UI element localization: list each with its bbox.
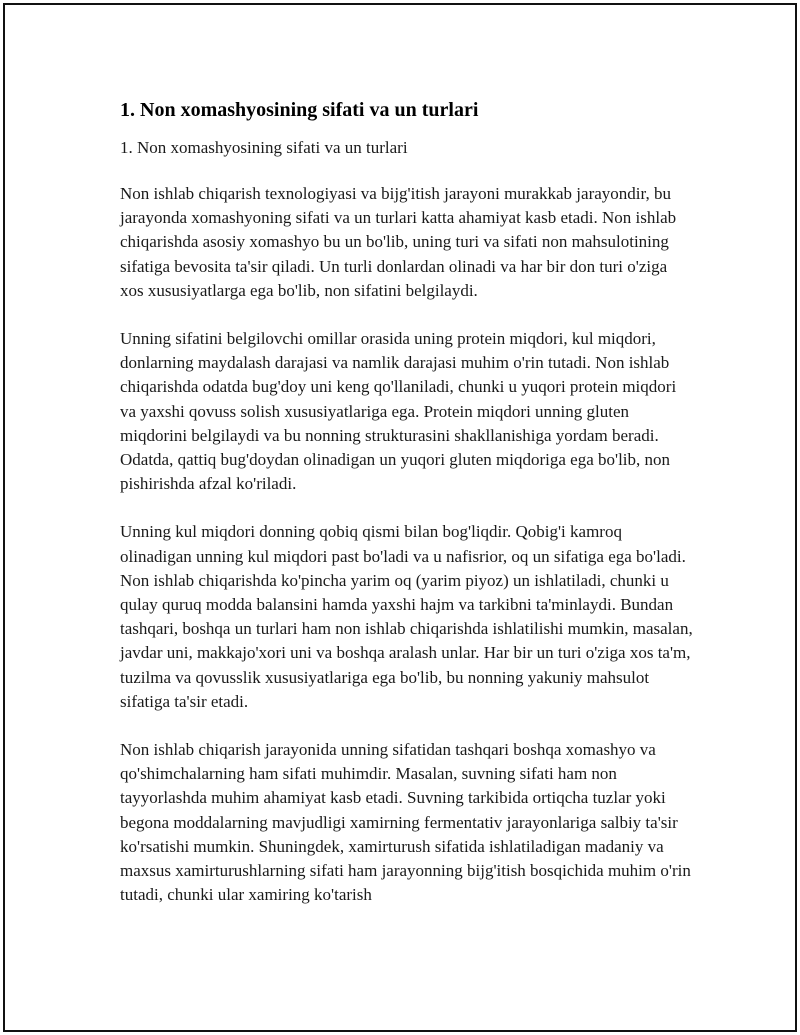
document-page — [3, 3, 797, 1032]
paragraph-3: Unning kul miqdori donning qobiq qismi bilan bog'liqdir. Qobig'i kamroq olinadigan unning kul miqdori past bo'ladi va u nafisrior, oq un sifatiga ega bo'ladi. Non ishlab chiqarishda ko'pincha yarim oq (yarim piyoz) un ishlatiladi, chunki u qulay quruq modda balansini hamda yaxshi hajm va tarkibni ta'minlaydi. Bundan tashqari, boshqa un turlari ham non ishlab chiqarishda ishlatilishi mumkin, masalan, javdar uni, makkajo'xori uni va boshqa aralash unlar. Har bir un turi o'ziga xos ta'm, tuzilma va qovusslik xususiyatlariga ega bo'lib, bu nonning yakuniy mahsulot sifatiga ta'sir etadi. — [120, 522, 693, 711]
document-subtitle: 1. Non xomashyosining sifati va un turlari — [120, 138, 408, 157]
paragraph-4: Non ishlab chiqarish jarayonida unning sifatidan tashqari boshqa xomashyo va qo'shimchalarning ham sifati muhimdir. Masalan, suvning sifati ham non tayyorlashda muhim ahamiyat kasb etadi. Suvning tarkibida ortiqcha tuzlar yoki begona moddalarning mavjudligi xamirning fermentativ jarayonlariga salbiy ta'sir ko'rsatishi mumkin. Shuningdek, xamirturush sifatida ishlatiladigan madaniy va maxsus xamirturushlarning sifati ham jarayonning bijg'itish bosqichida muhim o'rin tutadi, chunki ular xamiring ko'tarish — [120, 740, 691, 905]
paragraph-1: Non ishlab chiqarish texnologiyasi va bijg'itish jarayoni murakkab jarayondir, bu jarayonda xomashyoning sifati va un turlari katta ahamiyat kasb etadi. Non ishlab chiqarishda asosiy xomashyo bu un bo'lib, uning turi va sifati non mahsulotining sifatiga bevosita ta'sir qiladi. Un turli donlardan olinadi va har bir don turi o'ziga xos xususiyatlarga ega bo'lib, non sifatini belgilaydi. — [120, 184, 677, 300]
paragraph-2: Unning sifatini belgilovchi omillar orasida uning protein miqdori, kul miqdori, donlarning maydalash darajasi va namlik darajasi muhim o'rin tutadi. Non ishlab chiqarishda odatda bug'doy uni keng qo'llaniladi, chunki u yuqori protein miqdori va yaxshi qovuss solish xususiyatlariga ega. Protein miqdori unning gluten miqdorini belgilaydi va bu nonning strukturasini shakllanishiga yordam beradi. Odatda, qattiq bug'doydan olinadigan un yuqori gluten miqdoriga ega bo'lib, non pishirishda afzal ko'riladi. — [120, 329, 677, 494]
document-title: 1. Non xomashyosining sifati va un turlari — [120, 99, 479, 121]
document-body — [120, 97, 695, 931]
